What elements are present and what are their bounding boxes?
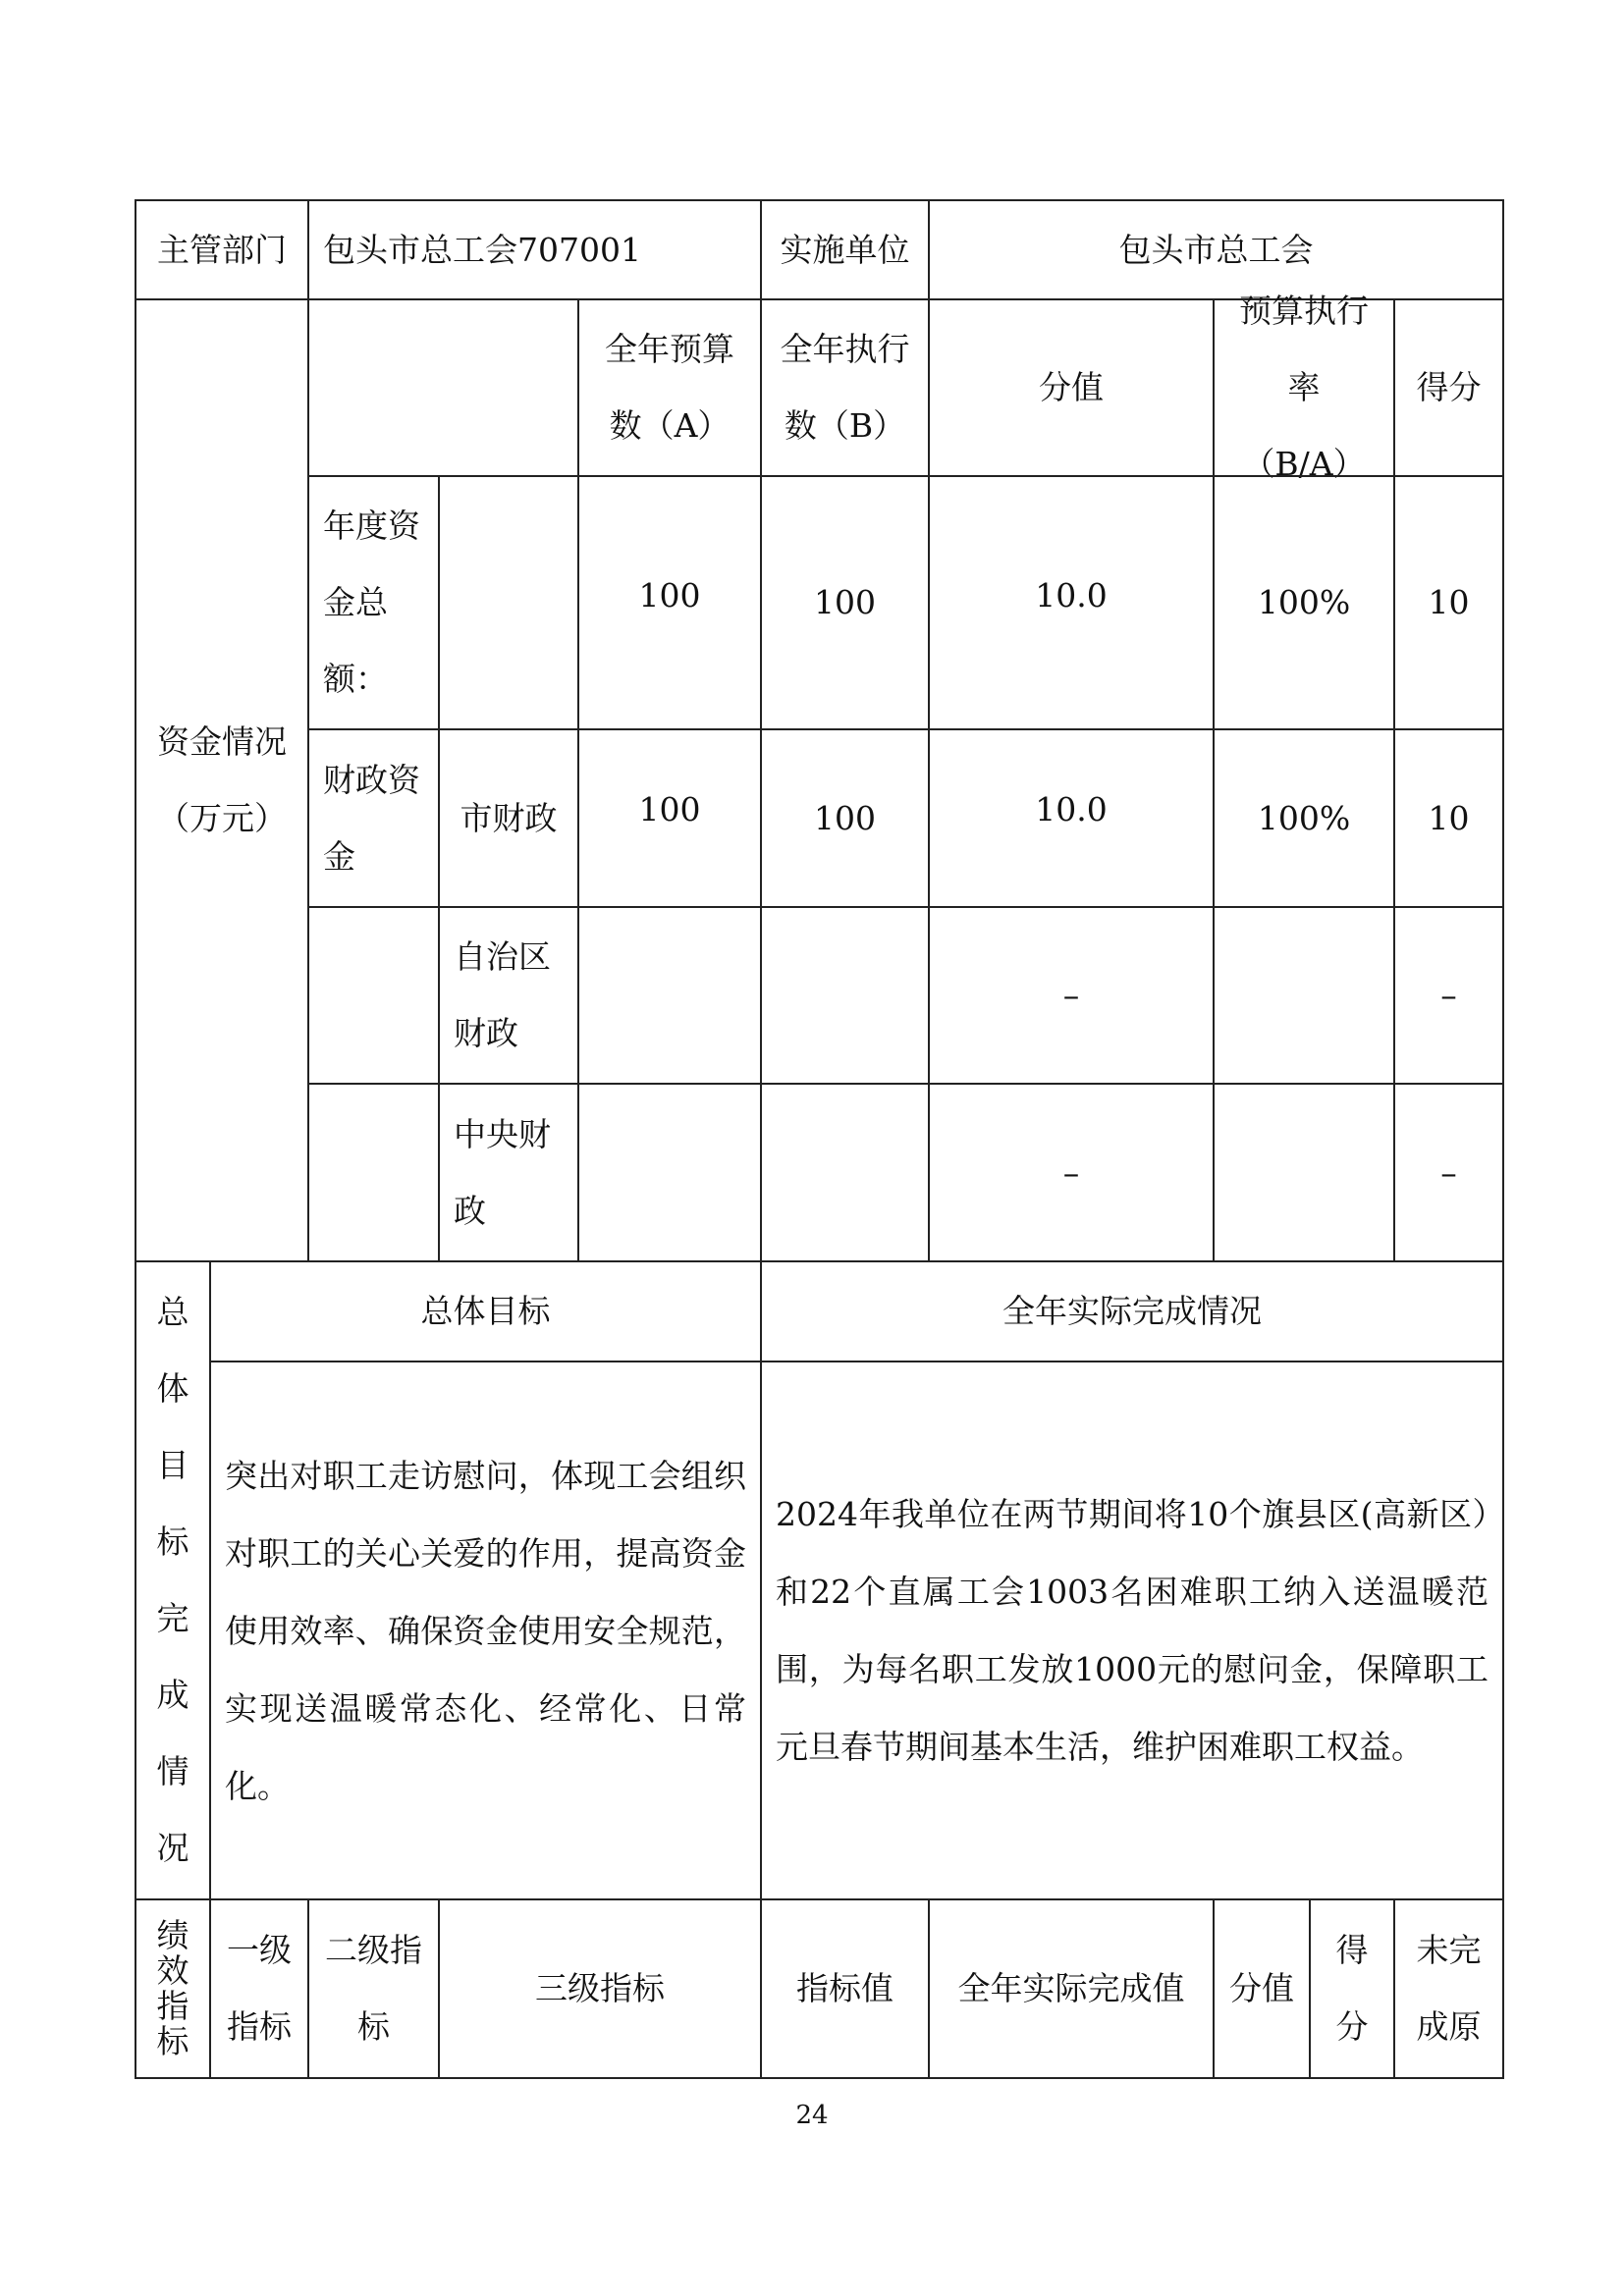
row-rate: 100% (1213, 728, 1395, 908)
dept-value: 包头市总工会707001 (307, 199, 762, 300)
row-sub (438, 475, 579, 730)
row-rate: 100% (1213, 475, 1395, 730)
col-level1: 一级指标 (209, 1898, 309, 2079)
goal-text: 突出对职工走访慰问，体现工会组织对职工的关心关爱的作用，提高资金使用效率、确保资金使用安全规范，实现送温暖常态化、经常化、日常化。 (209, 1361, 762, 1900)
col-score: 得分 (1393, 298, 1504, 477)
row-score: 10 (1393, 728, 1504, 908)
col-exec: 全年执行数（B） (760, 298, 930, 477)
row-budget (577, 1083, 762, 1262)
row-sub: 自治区财政 (438, 906, 579, 1085)
goal-header: 总体目标 (209, 1260, 762, 1362)
row-exec: 100 (760, 475, 930, 730)
indicators-section-label: 绩效指标 (135, 1898, 211, 2079)
row-label: 财政资金 (307, 728, 440, 908)
row-score: 10 (1393, 475, 1504, 730)
actual-header: 全年实际完成情况 (760, 1260, 1504, 1362)
col-score: 得分 (1309, 1898, 1395, 2079)
col-score-value: 分值 (928, 298, 1215, 477)
row-budget: 100 (577, 728, 762, 908)
col-budget: 全年预算数（A） (577, 298, 762, 477)
impl-value: 包头市总工会 (928, 199, 1504, 300)
row-score: – (1393, 906, 1504, 1085)
row-score-value: 10.0 (928, 475, 1215, 730)
row-score-value: – (928, 1083, 1215, 1262)
dept-label: 主管部门 (135, 199, 309, 300)
goals-section-label: 总体目标完成情况 (135, 1260, 211, 1900)
row-label: 年度资金总额： (307, 475, 440, 730)
row-score-value: – (928, 906, 1215, 1085)
row-sub: 市财政 (438, 728, 579, 908)
row-exec: 100 (760, 728, 930, 908)
row-budget (577, 906, 762, 1085)
row-budget: 100 (577, 475, 762, 730)
col-score-value: 分值 (1213, 1898, 1311, 2079)
col-target: 指标值 (760, 1898, 930, 2079)
col-level3: 三级指标 (438, 1898, 762, 2079)
page-number: 24 (795, 2101, 829, 2130)
funds-header-blank (307, 298, 579, 477)
impl-label: 实施单位 (760, 199, 930, 300)
actual-text: 2024年我单位在两节期间将10个旗县区(高新区）和22个直属工会1003名困难职工纳入送温暖范围，为每名职工发放1000元的慰问金，保障职工元旦春节期间基本生活，维护困难职工权益。 (760, 1361, 1504, 1900)
row-score-value: 10.0 (928, 728, 1215, 908)
col-reason: 未完成原 (1393, 1898, 1504, 2079)
funds-section-label: 资金情况（万元） (135, 298, 309, 1262)
row-exec (760, 906, 930, 1085)
row-label (307, 1083, 440, 1262)
col-rate: 预算执行率（B/A） (1213, 298, 1395, 477)
row-rate (1213, 1083, 1395, 1262)
row-sub: 中央财政 (438, 1083, 579, 1262)
row-label (307, 906, 440, 1085)
row-score: – (1393, 1083, 1504, 1262)
row-exec (760, 1083, 930, 1262)
row-rate (1213, 906, 1395, 1085)
col-actual-value: 全年实际完成值 (928, 1898, 1215, 2079)
col-level2: 二级指标 (307, 1898, 440, 2079)
